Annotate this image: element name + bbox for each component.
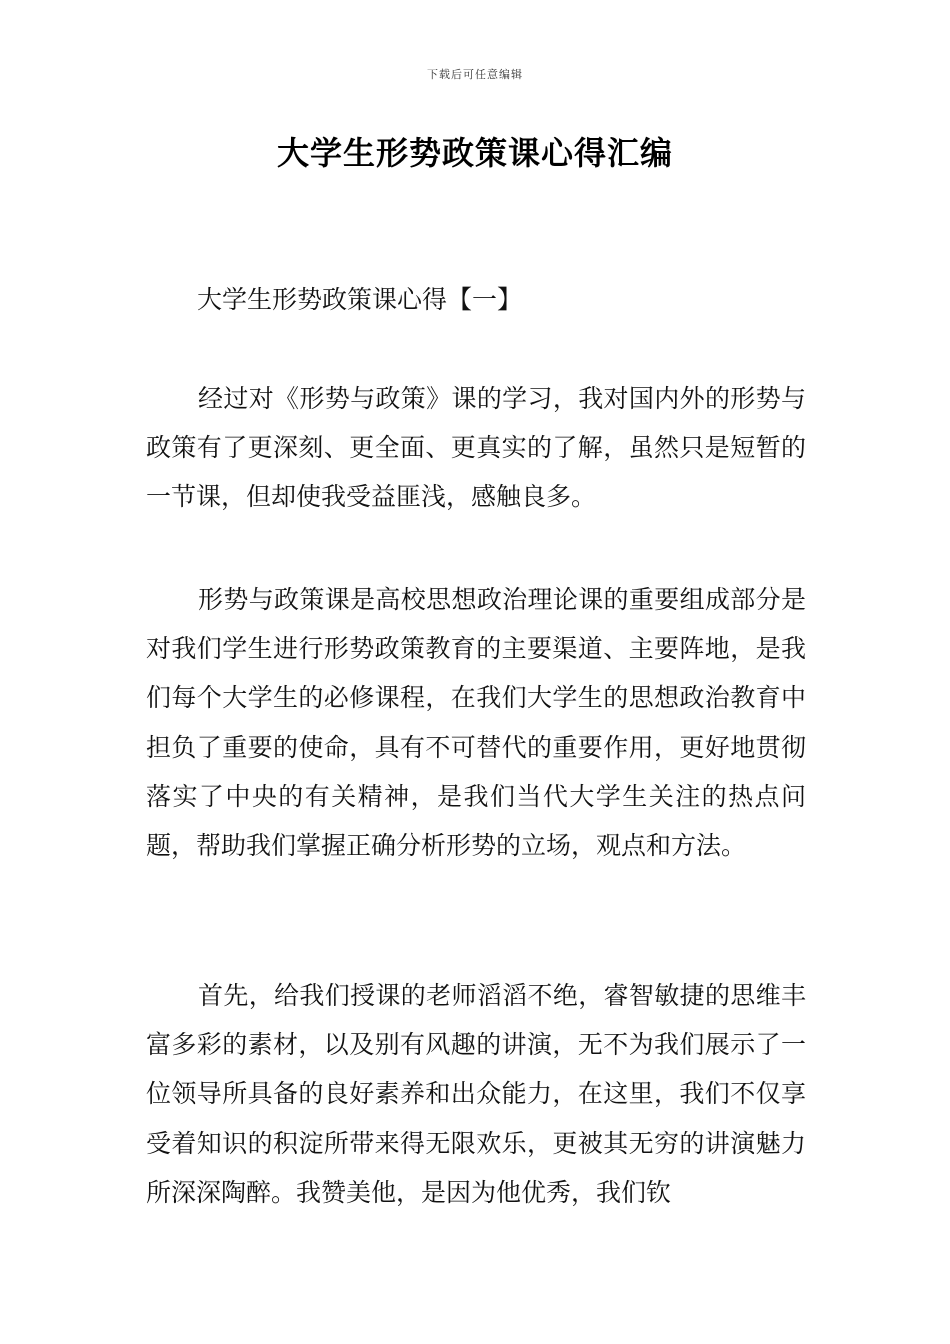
body-paragraph-2: 形势与政策课是高校思想政治理论课的重要组成部分是对我们学生进行形势政策教育的主要渠道、主要阵地，是我们每个大学生的必修课程，在我们大学生的思想政治教育中担负了重要的使命，具有不可替代的重要作用，更好地贯彻落实了中央的有关精神，是我们当代大学生关注的热点问题，帮助我们掌握正确分析形势的立场，观点和方法。 xyxy=(146,585,806,861)
header-note: 下载后可任意编辑 xyxy=(427,68,523,81)
body-paragraph-3: 首先，给我们授课的老师滔滔不绝，睿智敏捷的思维丰富多彩的素材，以及别有风趣的讲演，无不为我们展示了一位领导所具备的良好素养和出众能力，在这里，我们不仅享受着知识的积淀所带来得无限欢乐，更被其无穷的讲演魅力所深深陶醉。我赞美他，是因为他优秀，我们钦 xyxy=(146,981,806,1207)
document-title: 大学生形势政策课心得汇编 xyxy=(276,134,673,172)
body-paragraph-1: 经过对《形势与政策》课的学习，我对国内外的形势与政策有了更深刻、更全面、更真实的了解，虽然只是短暂的一节课，但却使我受益匪浅，感触良多。 xyxy=(146,384,806,512)
section-heading: 大学生形势政策课心得【一】 xyxy=(197,285,523,314)
